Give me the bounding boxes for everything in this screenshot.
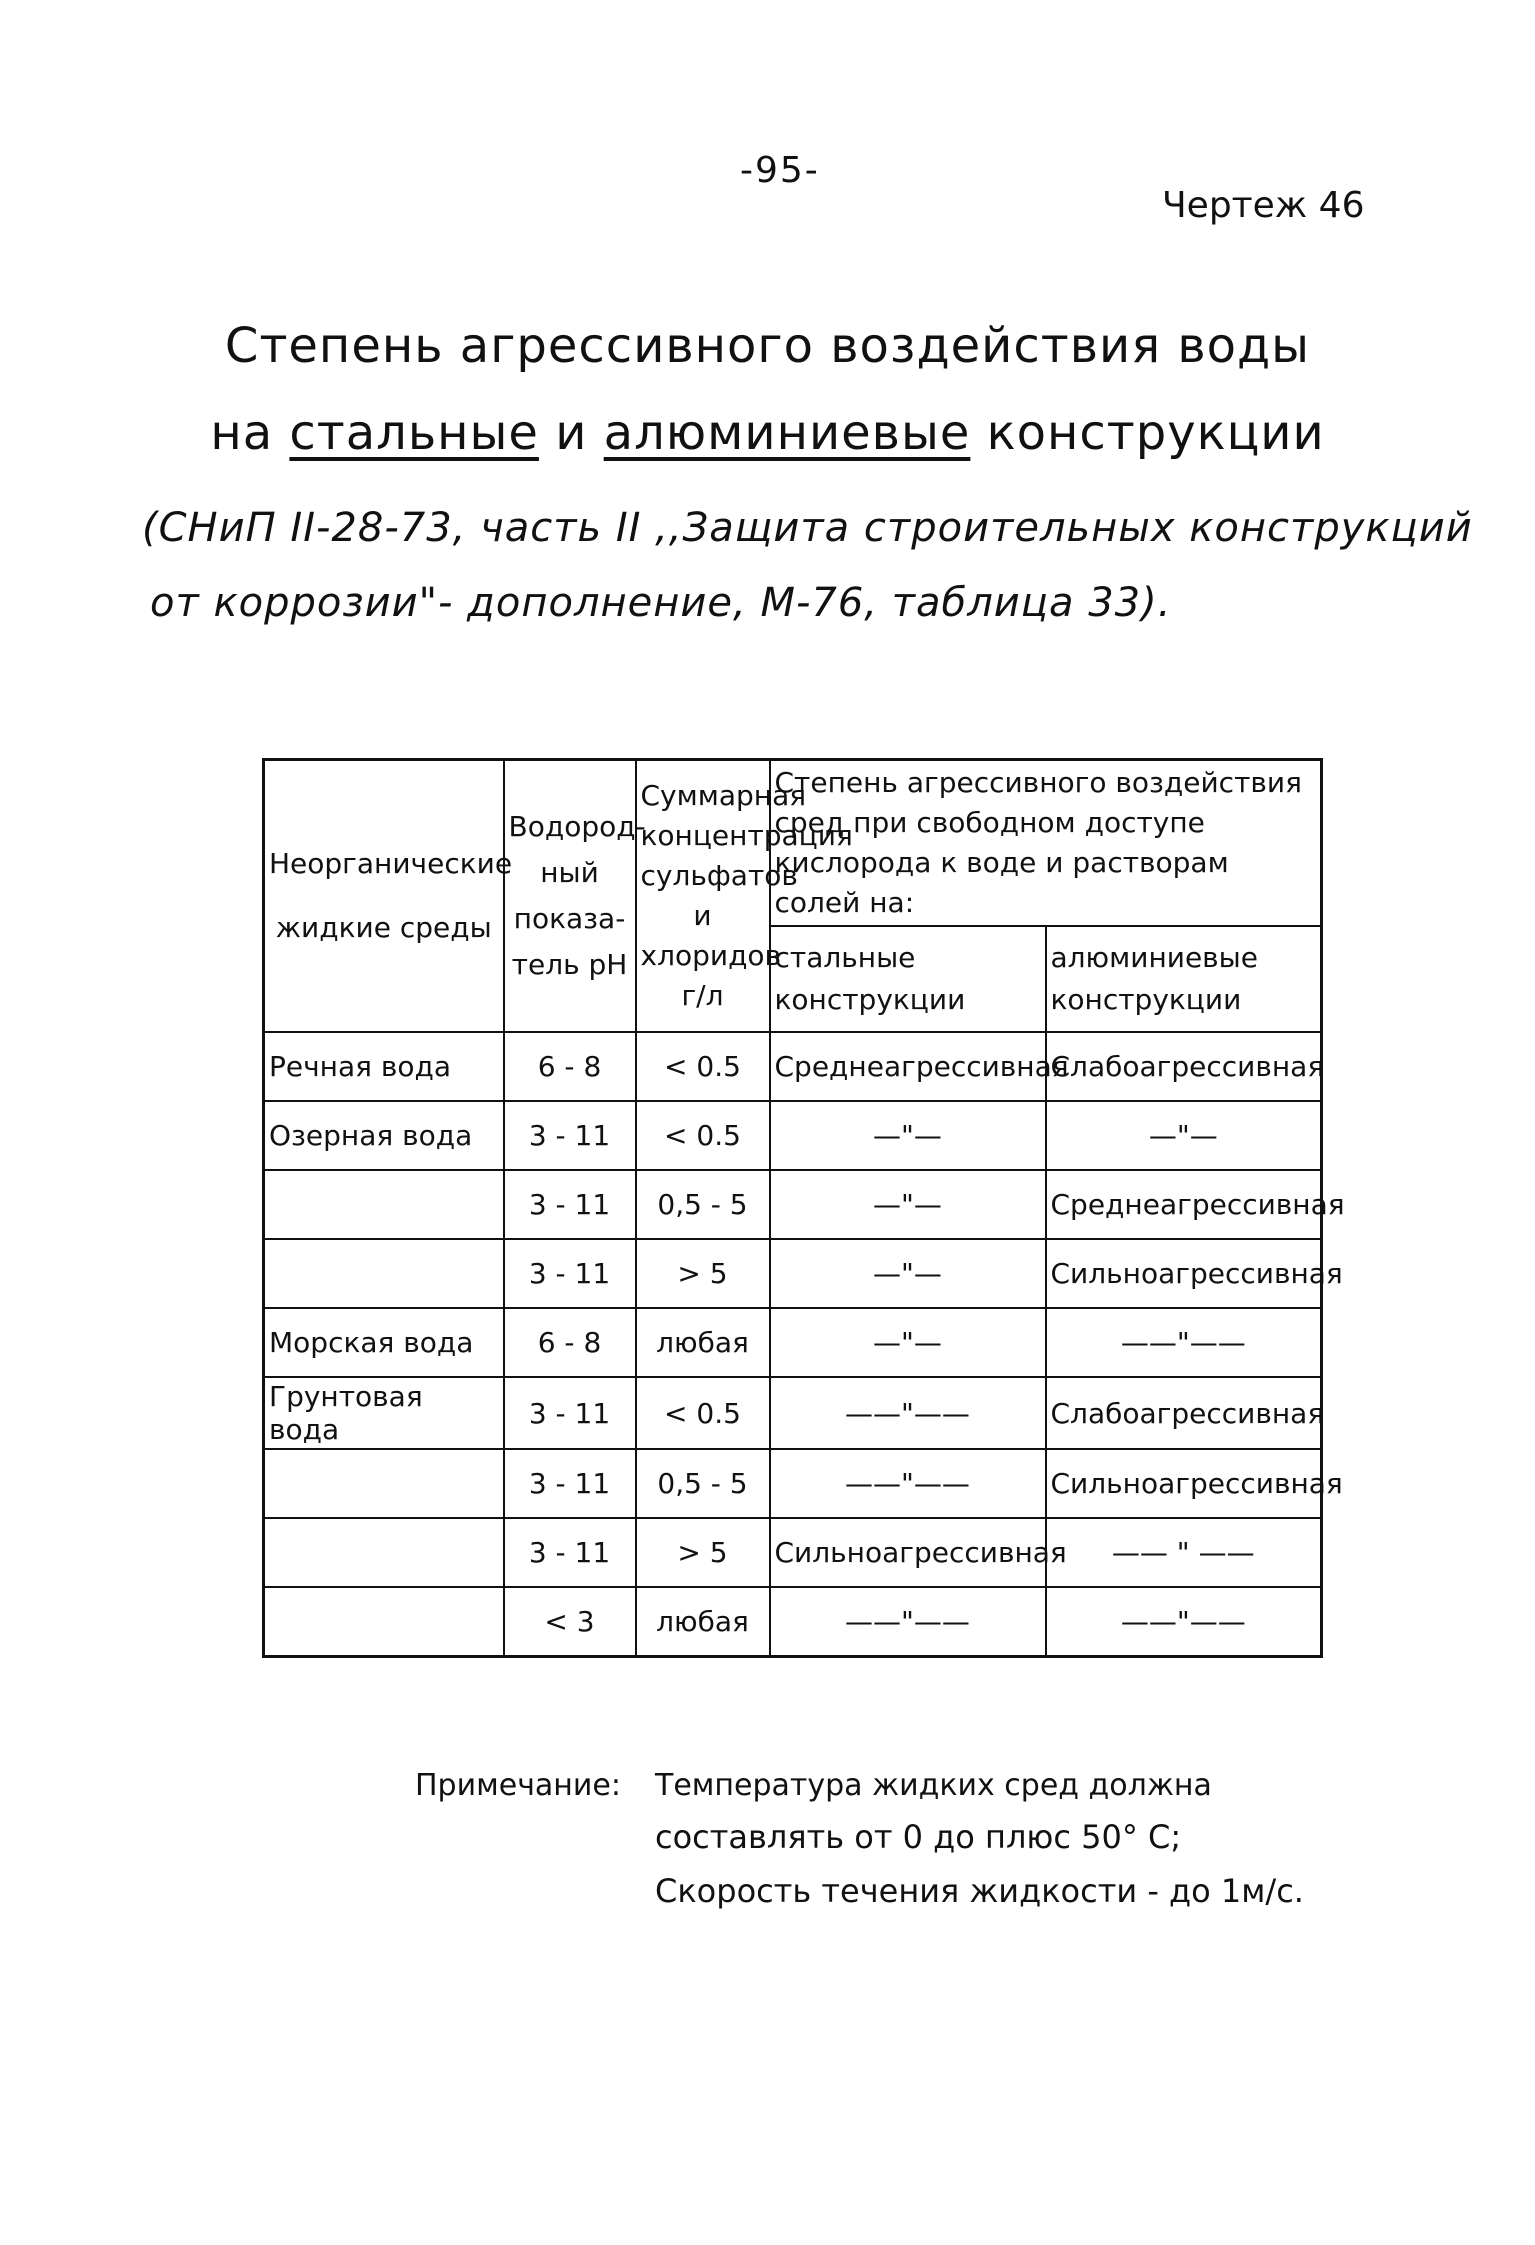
cell-medium: Озерная вода [264, 1101, 504, 1170]
cell-ph: 3 - 11 [504, 1449, 636, 1518]
cell-concentration: > 5 [636, 1518, 770, 1587]
drawing-label: Чертеж 46 [1162, 185, 1365, 226]
cell-aluminum: —— " —— [1046, 1518, 1322, 1587]
cell-concentration: любая [636, 1587, 770, 1657]
cell-concentration: 0,5 - 5 [636, 1170, 770, 1239]
table-row [264, 1032, 1322, 1101]
table-row [264, 1377, 1322, 1449]
source-reference-line-1: (СНиП II-28-73, часть II ,,Защита строительных конструкций [142, 505, 1473, 551]
cell-aluminum: Слабоагрессивная [1046, 1032, 1322, 1101]
cell-ph: 3 - 11 [504, 1239, 636, 1308]
header-degree: Степень агрессивного воздействия сред при свободном доступе кислорода к воде и растворам солей на: [770, 760, 1322, 927]
header-medium: Неорганические жидкие среды [264, 760, 504, 1033]
table-row [264, 1308, 1322, 1377]
cell-aluminum: Сильноагрессивная [1046, 1449, 1322, 1518]
title-prefix: на [210, 405, 290, 461]
source-reference-line-2: от коррозии"- дополнение, М-76, таблица 33). [150, 580, 1172, 626]
table-row [264, 1101, 1322, 1170]
cell-ph: 3 - 11 [504, 1170, 636, 1239]
header-ph: Водород-ный показа-тель pH [504, 760, 636, 1033]
cell-medium [264, 1587, 504, 1657]
table-row [264, 1449, 1322, 1518]
header-concentration: Суммарная концентрация сульфатов и хлоридов г/л [636, 760, 770, 1033]
cell-steel: ——"—— [770, 1377, 1046, 1449]
title-line-1: Степень агрессивного воздействия воды [224, 318, 1311, 374]
cell-steel: —"— [770, 1170, 1046, 1239]
note-label: Примечание: [415, 1768, 621, 1803]
table-row [264, 1170, 1322, 1239]
cell-concentration: > 5 [636, 1239, 770, 1308]
cell-steel: —"— [770, 1239, 1046, 1308]
cell-concentration: < 0.5 [636, 1101, 770, 1170]
note-line-1: Температура жидких сред должна [655, 1768, 1212, 1803]
cell-aluminum: Среднеагрессивная [1046, 1170, 1322, 1239]
table-header-row [264, 760, 1322, 927]
cell-aluminum: —"— [1046, 1101, 1322, 1170]
cell-ph: 3 - 11 [504, 1377, 636, 1449]
cell-steel: Среднеагрессивная [770, 1032, 1046, 1101]
cell-concentration: любая [636, 1308, 770, 1377]
cell-aluminum: Слабоагрессивная [1046, 1377, 1322, 1449]
cell-steel: —"— [770, 1308, 1046, 1377]
page-number: -95- [740, 150, 820, 191]
table-row [264, 1587, 1322, 1657]
cell-steel: —"— [770, 1101, 1046, 1170]
cell-ph: 6 - 8 [504, 1308, 636, 1377]
cell-medium [264, 1170, 504, 1239]
cell-ph: 6 - 8 [504, 1032, 636, 1101]
title-steel: стальные [289, 405, 539, 461]
cell-medium: Речная вода [264, 1032, 504, 1101]
table-row [264, 1518, 1322, 1587]
cell-concentration: < 0.5 [636, 1032, 770, 1101]
cell-medium [264, 1239, 504, 1308]
cell-medium [264, 1518, 504, 1587]
cell-steel: Сильноагрессивная [770, 1518, 1046, 1587]
cell-aluminum: ——"—— [1046, 1587, 1322, 1657]
cell-medium: Морская вода [264, 1308, 504, 1377]
cell-concentration: < 0.5 [636, 1377, 770, 1449]
cell-ph: 3 - 11 [504, 1101, 636, 1170]
title-line-2 [0, 405, 1535, 461]
note-line-3: Скорость течения жидкости - до 1м/с. [655, 1872, 1304, 1910]
title-mid: и [538, 405, 604, 461]
table-row [264, 1239, 1322, 1308]
cell-aluminum: Сильноагрессивная [1046, 1239, 1322, 1308]
header-steel: стальные конструкции [770, 926, 1046, 1032]
title-aluminum: алюминиевые [603, 405, 971, 461]
cell-ph: < 3 [504, 1587, 636, 1657]
cell-concentration: 0,5 - 5 [636, 1449, 770, 1518]
cell-ph: 3 - 11 [504, 1518, 636, 1587]
cell-medium [264, 1449, 504, 1518]
note-line-2: составлять от 0 до плюс 50° С; [655, 1818, 1182, 1856]
cell-medium: Грунтовая вода [264, 1377, 504, 1449]
header-aluminum: алюминиевые конструкции [1046, 926, 1322, 1032]
title-suffix: конструкции [970, 405, 1325, 461]
aggressiveness-table [262, 758, 1345, 1658]
cell-steel: ——"—— [770, 1449, 1046, 1518]
cell-steel: ——"—— [770, 1587, 1046, 1657]
cell-aluminum: ——"—— [1046, 1308, 1322, 1377]
